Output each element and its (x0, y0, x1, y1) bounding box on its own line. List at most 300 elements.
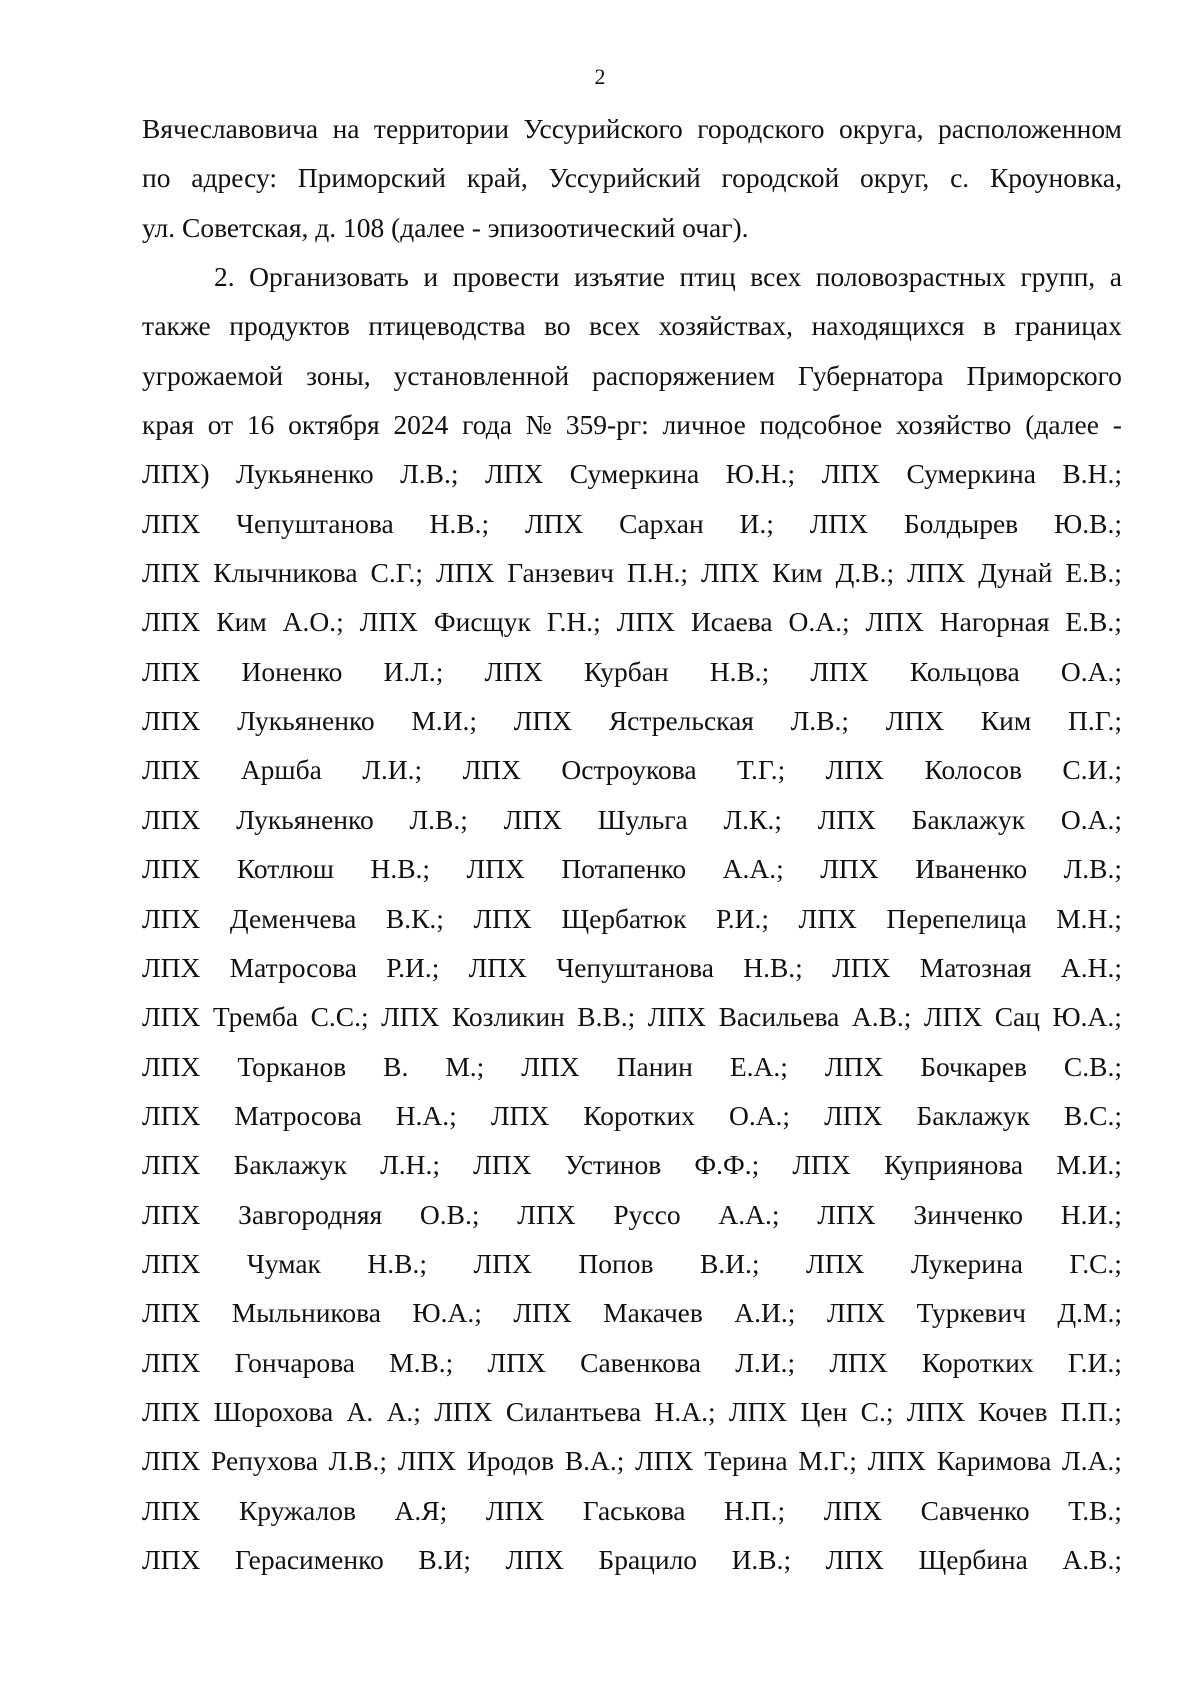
word: ЛПХ (806, 1247, 865, 1279)
word: А.; (386, 1395, 421, 1427)
word: Баклажук (916, 1099, 1030, 1131)
word: ЛПХ (359, 606, 419, 638)
word: Котлюш (236, 853, 334, 885)
word: ЛПХ (517, 1198, 576, 1230)
word: Губернатора (798, 359, 944, 391)
word: Кочев (978, 1395, 1048, 1427)
text-line (142, 1239, 1122, 1288)
word: В. (383, 1050, 409, 1082)
word: и (423, 261, 439, 293)
word: Зинченко (913, 1198, 1024, 1230)
word: Лукерина (910, 1247, 1023, 1279)
word: ЛПХ (142, 557, 201, 589)
word: М.И.; (411, 705, 478, 737)
word: ЛПХ (142, 1247, 201, 1279)
word: ЛПХ (820, 853, 879, 885)
word: Попов (578, 1247, 654, 1279)
word: адресу: (191, 162, 277, 194)
text-line (142, 992, 1122, 1041)
word: Д.В.; (835, 557, 895, 589)
word: Репухова (211, 1445, 318, 1477)
word: Шульга (597, 803, 688, 835)
word: ЛПХ (829, 1346, 888, 1378)
word: хозяйствах, (658, 310, 794, 342)
word: птиц (679, 261, 736, 293)
text-line (142, 1091, 1122, 1140)
word: птицеводства (368, 310, 526, 342)
text-line (142, 894, 1122, 943)
word: ЛПХ (435, 557, 495, 589)
word: Ионенко (241, 655, 343, 687)
word: О.А.; (728, 1099, 791, 1131)
word: ЛПХ (142, 1543, 201, 1575)
text-line (142, 400, 1122, 449)
text-line (142, 745, 1122, 794)
word: Л.В.; (400, 458, 459, 490)
word: Кружалов (238, 1494, 356, 1526)
word: ЛПХ (490, 1099, 550, 1131)
word: О.А.; (1060, 655, 1122, 687)
word: Ю.В.; (1053, 507, 1122, 539)
word: ЛПХ (907, 557, 966, 589)
word: Н.И.; (1060, 1198, 1122, 1230)
word: на (332, 113, 360, 144)
word: Мыльникова (231, 1297, 381, 1329)
word: ЛПХ) (142, 458, 210, 490)
word: Н.А.; (654, 1395, 716, 1427)
word: ЛПХ (487, 1346, 546, 1378)
word: Г.И.; (1067, 1346, 1122, 1378)
word: всех (589, 310, 641, 342)
word: Ю.А.; (1052, 1001, 1122, 1033)
word: ЛПХ (825, 1543, 885, 1575)
text-line (142, 1042, 1122, 1091)
word: Сархан (619, 507, 704, 539)
word: изъятие (574, 261, 665, 293)
word: ЛПХ (505, 1543, 564, 1575)
word: 16 (246, 409, 275, 441)
word: ЛПХ (817, 1198, 876, 1230)
word: ЛПХ (826, 1297, 886, 1329)
word: Руссо (613, 1198, 681, 1230)
word: В.А.; (564, 1445, 625, 1477)
word: ЛПХ (616, 606, 676, 638)
word: Т.Г.; (737, 754, 786, 786)
word: А. (346, 1395, 374, 1427)
document-body (142, 104, 1122, 1584)
word: Матросова (234, 1099, 362, 1131)
word: Устинов (564, 1149, 662, 1181)
word: Матросова (229, 951, 357, 983)
word: Н.В.; (370, 853, 431, 885)
word: Л.Н.; (380, 1149, 440, 1181)
word: Т.В.; (1068, 1494, 1122, 1526)
word: Макачев (603, 1297, 703, 1329)
word: половозрастных (815, 261, 1006, 293)
word: ЛПХ (142, 1297, 201, 1329)
word: ЛПХ (823, 1494, 883, 1526)
word: Терина (704, 1445, 788, 1477)
word: Р.И.; (715, 902, 770, 934)
word: ЛПХ (142, 803, 201, 835)
word: А.А.; (722, 853, 784, 885)
word: - (1112, 409, 1122, 441)
word: Бочкарев (920, 1050, 1027, 1082)
text-line (142, 548, 1122, 597)
word: Тремба (212, 1001, 299, 1033)
text-line: ул. Советская, д. 108 (далее - эпизоотический очаг). (142, 211, 749, 243)
word: октября (288, 409, 380, 441)
word: ЛПХ (142, 1346, 201, 1378)
word: Сац (994, 1001, 1040, 1033)
word: а (1109, 261, 1122, 293)
word: Иваненко (915, 853, 1028, 885)
word: 359-рг: (565, 409, 649, 441)
word: Лукьяненко (237, 705, 375, 737)
text-line (142, 449, 1122, 498)
word: зоны, (306, 359, 371, 391)
word: П.П.; (1060, 1395, 1122, 1427)
word: ЛПХ (824, 1050, 884, 1082)
word: Дунай (978, 557, 1053, 589)
word: Курбан (583, 655, 669, 687)
word: Лукьяненко (236, 803, 374, 835)
word: ЛПХ (142, 853, 201, 885)
word: Фисщук (433, 606, 531, 638)
word: ЛПХ (142, 655, 201, 687)
word: Е.В.; (1065, 606, 1122, 638)
word: ЛПХ (521, 1050, 580, 1082)
word: Торканов (237, 1050, 347, 1082)
word: ЛПХ (142, 507, 201, 539)
word: распоряжением (592, 359, 776, 391)
word: Г.Н.; (546, 606, 601, 638)
word: Л.В.; (790, 705, 850, 737)
word: Болдырев (903, 507, 1019, 539)
word: ЛПХ (142, 754, 201, 786)
word: ЛПХ (647, 1001, 707, 1033)
word: № (525, 409, 552, 441)
word: П.Н.; (626, 557, 689, 589)
word: Гончарова (234, 1346, 355, 1378)
word: Савенкова (580, 1346, 701, 1378)
word: ЛПХ (397, 1445, 457, 1477)
word: А.В.; (1062, 1543, 1122, 1575)
word: Аршба (240, 754, 322, 786)
word: Л.А.; (1062, 1445, 1122, 1477)
word: Туркевич (916, 1297, 1026, 1329)
word: ЛПХ (810, 655, 869, 687)
word: городского (697, 113, 825, 144)
word: Колосов (924, 754, 1022, 786)
word: Чепуштанова (556, 951, 714, 983)
word: Чепуштанова (236, 507, 394, 539)
word: Уссурийского (523, 113, 683, 144)
text-line (142, 351, 1122, 400)
word: групп, (1020, 261, 1096, 293)
word: О.А.; (1060, 803, 1122, 835)
word: ЛПХ (700, 557, 760, 589)
word: ЛПХ (142, 1099, 201, 1131)
word: Ю.А.; (412, 1297, 482, 1329)
word: Остроукова (561, 754, 697, 786)
word: ЛПХ (485, 1494, 545, 1526)
word: Кроуновка, (989, 162, 1122, 194)
word: границах (1014, 310, 1122, 342)
text-line (142, 597, 1122, 646)
word: Л.В.; (328, 1445, 388, 1477)
word: Коротких (921, 1346, 1034, 1378)
word: ЛПХ (792, 1149, 851, 1181)
word: (далее (1025, 409, 1099, 441)
word: Ганзевич (507, 557, 615, 589)
word: Приморский (297, 162, 447, 194)
word: Клычникова (213, 557, 358, 589)
word: провести (452, 261, 560, 293)
word: М.В.; (389, 1346, 454, 1378)
word: Исаева (690, 606, 773, 638)
word: ЛПХ (832, 951, 891, 983)
word: ЛПХ (865, 606, 924, 638)
word: Савченко (920, 1494, 1030, 1526)
word: ЛПХ (142, 1050, 201, 1082)
word: ЛПХ (817, 803, 876, 835)
word: Баклажук (911, 803, 1026, 835)
word: ЛПХ (809, 507, 869, 539)
word: Ю.Н.; (725, 458, 796, 490)
word: ЛПХ (824, 1099, 883, 1131)
word: Гаськова (582, 1494, 686, 1526)
word: ЛПХ (142, 705, 201, 737)
word: О.А.; (788, 606, 850, 638)
word: Каримова (936, 1445, 1052, 1477)
word: Перепелица (886, 902, 1027, 934)
word: Цен (800, 1395, 848, 1427)
word: В.С.; (1063, 1099, 1122, 1131)
word: Е.В.; (1065, 557, 1122, 589)
word: В.К.; (385, 902, 444, 934)
text-line (142, 1436, 1122, 1485)
word: ЛПХ (381, 1001, 440, 1033)
text-line (142, 696, 1122, 745)
word: продуктов (229, 310, 350, 342)
word: Брацило (598, 1543, 698, 1575)
word: М.Н.; (1056, 902, 1122, 934)
word: Кольцова (909, 655, 1020, 687)
word: М.И.; (1056, 1149, 1122, 1181)
word: Ким (216, 606, 267, 638)
word: Шорохова (213, 1395, 334, 1427)
word: ЛПХ (825, 754, 885, 786)
word: Приморского (966, 359, 1122, 391)
text-line (142, 499, 1122, 548)
word: ЛПХ (524, 507, 584, 539)
word: В.И.; (699, 1247, 760, 1279)
word: Иродов (466, 1445, 555, 1477)
word: расположенном (937, 113, 1122, 144)
word: Козликин (451, 1001, 565, 1033)
word: от (207, 409, 234, 441)
word: В.Н.; (1062, 458, 1122, 490)
word: Г.С.; (1069, 1247, 1122, 1279)
word: в (983, 310, 997, 342)
word: ЛПХ (473, 1149, 532, 1181)
word: ЛПХ (906, 1395, 966, 1427)
word: ЛПХ (142, 1198, 201, 1230)
word: край, (466, 162, 528, 194)
word: края (142, 409, 194, 441)
word: Ф.Ф.; (694, 1149, 760, 1181)
word: А.В.; (851, 1001, 912, 1033)
word: Р.И.; (386, 951, 440, 983)
word: Силантьева (505, 1395, 642, 1427)
word: во (544, 310, 571, 342)
word: Потапенко (561, 853, 687, 885)
word: территории (373, 113, 509, 144)
word: угрожаемой (142, 359, 284, 391)
word: С.В.; (1063, 1050, 1122, 1082)
word: ЛПХ (635, 1445, 694, 1477)
word: Ким (980, 705, 1032, 737)
word: И.; (739, 507, 774, 539)
word: Н.В.; (743, 951, 803, 983)
word: Щербина (918, 1543, 1028, 1575)
word: ЛПХ (466, 853, 525, 885)
word: Н.В.; (429, 507, 490, 539)
word: личное (662, 409, 746, 441)
word: Сумеркина (906, 458, 1036, 490)
text-line (142, 252, 1122, 301)
word: Деменчева (229, 902, 357, 934)
text-line (142, 153, 1122, 202)
word: В.В.; (577, 1001, 636, 1033)
word: Ким (772, 557, 823, 589)
word: также (142, 310, 211, 342)
word: А.А.; (718, 1198, 780, 1230)
word: ЛПХ (142, 606, 201, 638)
word: ЛПХ (728, 1395, 788, 1427)
text-line (142, 795, 1122, 844)
page-number: 2 (594, 64, 606, 89)
word: 2024 (393, 409, 449, 441)
word: С.И.; (1062, 754, 1122, 786)
word: ЛПХ (503, 803, 562, 835)
word: О.В.; (419, 1198, 480, 1230)
text-line (142, 1387, 1122, 1436)
word: Организовать (249, 261, 409, 293)
text-line (142, 1486, 1122, 1535)
word: ЛПХ (473, 1247, 532, 1279)
word: Сумеркина (569, 458, 700, 490)
word: Н.В.; (367, 1247, 428, 1279)
word: хозяйство (895, 409, 1012, 441)
word: М.; (445, 1050, 485, 1082)
word: ЛПХ (462, 754, 521, 786)
text-line (142, 647, 1122, 696)
text-line (142, 1535, 1122, 1584)
word: ЛПХ (142, 1149, 201, 1181)
text-line (142, 1140, 1122, 1189)
word: Ястрельская (608, 705, 754, 737)
word: находящихся (811, 310, 965, 342)
word: Чумак (246, 1247, 321, 1279)
word: С.; (860, 1395, 894, 1427)
word: всех (750, 261, 802, 293)
word: Герасименко (234, 1543, 384, 1575)
text-line (142, 1190, 1122, 1239)
word: И.В.; (731, 1543, 792, 1575)
word: В.И; (418, 1543, 472, 1575)
word: Л.В.; (409, 803, 468, 835)
word: А.Н.; (1060, 951, 1122, 983)
word: ЛПХ (468, 951, 528, 983)
word: Д.М.; (1057, 1297, 1122, 1329)
word: по (142, 162, 171, 194)
word: Н.В.; (709, 655, 770, 687)
word: округ, (859, 162, 930, 194)
word: ЛПХ (798, 902, 857, 934)
word: Л.К.; (723, 803, 782, 835)
word: Н.П.; (724, 1494, 786, 1526)
word: ЛПХ (142, 902, 201, 934)
text-line (142, 844, 1122, 893)
word: П.Г.; (1067, 705, 1122, 737)
word: ЛПХ (821, 458, 881, 490)
word: с. (950, 162, 970, 194)
word: Коротких (583, 1099, 695, 1131)
word: Баклажук (233, 1149, 347, 1181)
word: Куприянова (883, 1149, 1024, 1181)
word: С.Г.; (370, 557, 424, 589)
word: ЛПХ (484, 655, 543, 687)
word: Уссурийский (548, 162, 701, 194)
word: ЛПХ (867, 1445, 926, 1477)
word: А.О.; (282, 606, 344, 638)
word: Матозная (919, 951, 1032, 983)
word: подсобное (759, 409, 883, 441)
word: ЛПХ (484, 458, 544, 490)
word: городской (721, 162, 840, 194)
word: Нагорная (939, 606, 1050, 638)
word: ЛПХ (142, 1445, 201, 1477)
word: Вячеславовича (142, 113, 319, 144)
word: Л.И.; (362, 754, 423, 786)
word: ЛПХ (885, 705, 945, 737)
text-line (142, 301, 1122, 350)
word: Н.А.; (395, 1099, 457, 1131)
text-line (142, 1338, 1122, 1387)
word: установленной (393, 359, 570, 391)
word: А.Я; (394, 1494, 448, 1526)
word: ЛПХ (142, 1001, 201, 1033)
word: ЛПХ (923, 1001, 983, 1033)
text-line (142, 943, 1122, 992)
word: года (462, 409, 512, 441)
word: Л.И.; (735, 1346, 796, 1378)
word: ЛПХ (473, 902, 532, 934)
word: Панин (616, 1050, 693, 1082)
word: Щербатюк (561, 902, 687, 934)
text-line (142, 104, 1122, 153)
word: Васильева (718, 1001, 840, 1033)
word: ЛПХ (142, 1494, 201, 1526)
word: Л.В.; (1063, 853, 1122, 885)
word: ЛПХ (142, 1395, 201, 1427)
word: А.И.; (734, 1297, 796, 1329)
word: Лукьяненко (236, 458, 374, 490)
word: ЛПХ (434, 1395, 493, 1427)
word: ЛПХ (142, 951, 201, 983)
